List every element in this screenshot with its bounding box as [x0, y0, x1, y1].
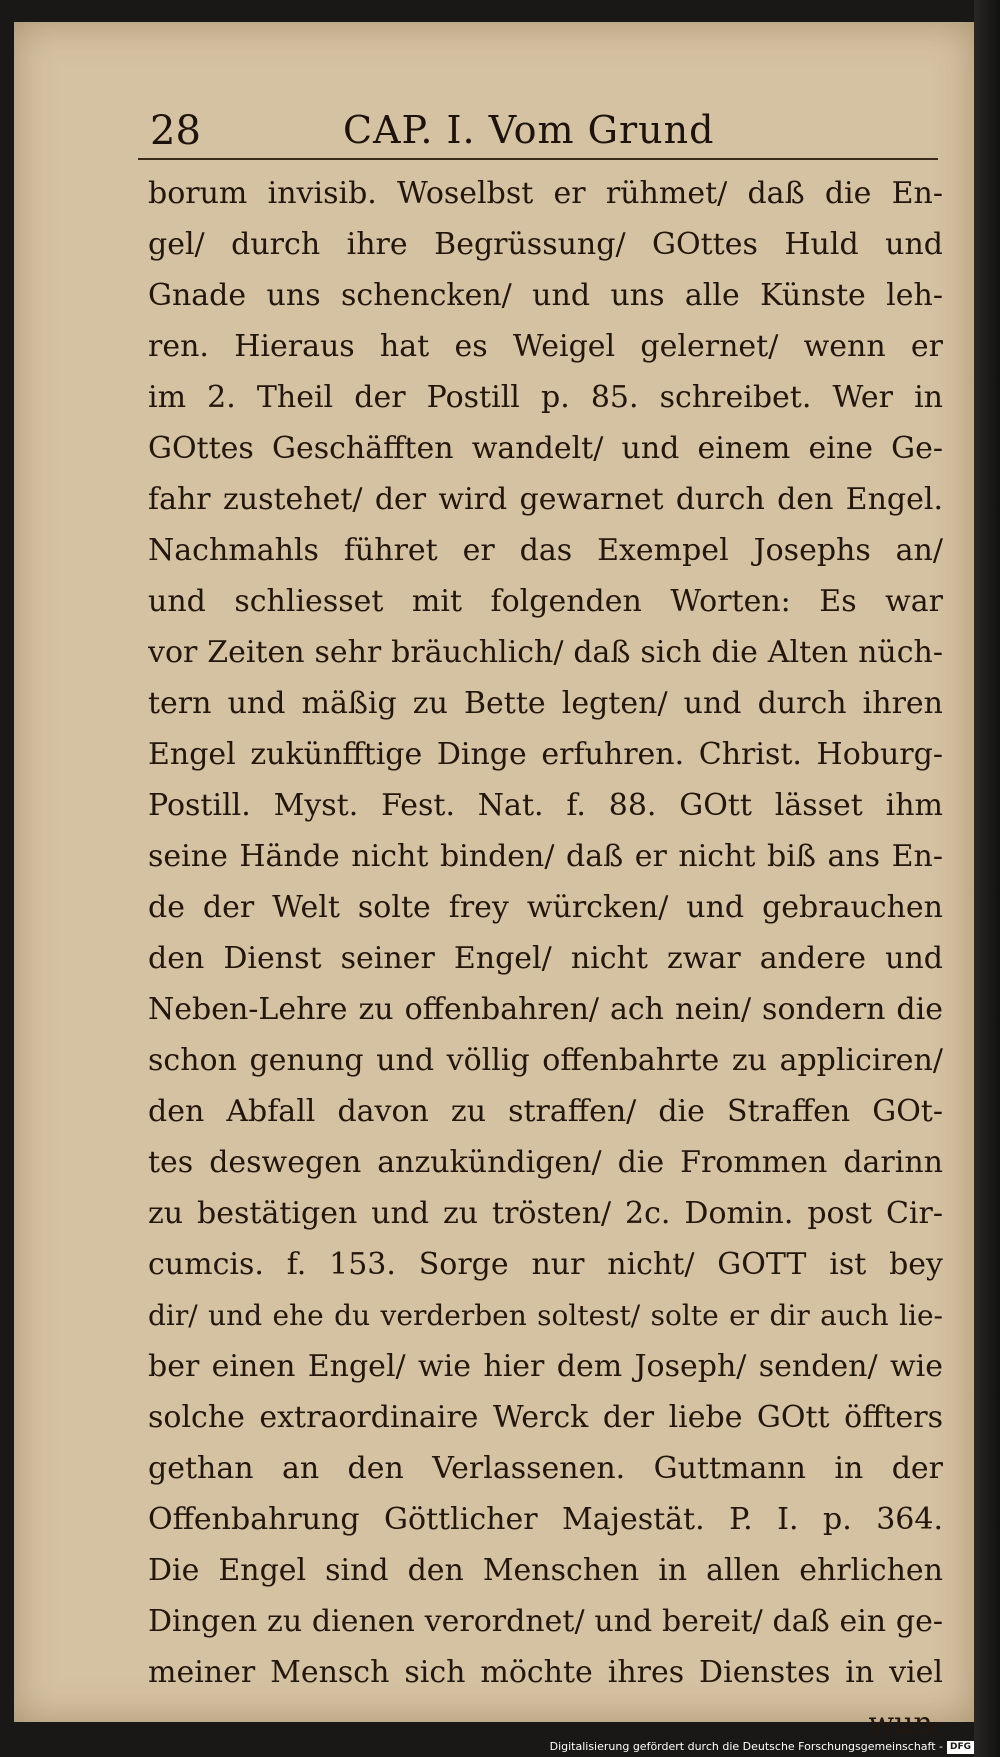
text-line: tern und mäßig zu Bette legten/ und durch ihren: [148, 686, 943, 721]
text-line: seine Hände nicht binden/ daß er nicht biß ans En-: [148, 839, 943, 874]
text-line: de der Welt solte frey würcken/ und gebrauchen: [148, 890, 943, 925]
digitization-credit: [0, 1736, 974, 1757]
text-line: und schliesset mit folgenden Worten: Es war: [148, 584, 943, 619]
text-line: vor Zeiten sehr bräuchlich/ daß sich die Alten nüch-: [148, 635, 943, 670]
text-line: den Dienst seiner Engel/ nicht zwar andere und: [148, 941, 943, 976]
text-line: meiner Mensch sich möchte ihres Dienstes in viel: [148, 1655, 943, 1690]
text-line: Neben-Lehre zu offenbahren/ ach nein/ sondern die: [148, 992, 943, 1027]
text-line: ren. Hieraus hat es Weigel gelernet/ wenn er: [148, 329, 943, 364]
text-line: zu bestätigen und zu trösten/ 2c. Domin. post Cir-: [148, 1196, 943, 1231]
running-head: [138, 100, 938, 158]
text-line: im 2. Theil der Postill p. 85. schreibet. Wer in: [148, 380, 943, 415]
text-line: ber einen Engel/ wie hier dem Joseph/ senden/ wie: [148, 1349, 943, 1384]
body-text: [148, 168, 943, 1749]
text-line: Gnade uns schencken/ und uns alle Künste leh-: [148, 278, 943, 313]
dfg-logo: DFG: [947, 1741, 974, 1754]
header-rule: [138, 158, 938, 160]
text-line: borum invisib. Woselbst er rühmet/ daß die En-: [148, 176, 943, 211]
text-line: Postill. Myst. Fest. Nat. f. 88. GOtt lässet ihm: [148, 788, 943, 823]
text-line: schon genung und völlig offenbahrte zu appliciren/: [148, 1043, 943, 1078]
text-line: GOttes Geschäfften wandelt/ und einem eine Ge-: [148, 431, 943, 466]
text-line: solche extraordinaire Werck der liebe GOtt öffters: [148, 1400, 943, 1435]
text-line: Offenbahrung Göttlicher Majestät. P. I. p. 364.: [148, 1502, 943, 1537]
running-title: CAP. I. Vom Grund: [343, 108, 715, 152]
text-line: den Abfall davon zu straffen/ die Straffen GOt-: [148, 1094, 943, 1129]
text-line: tes deswegen anzukündigen/ die Frommen darinn: [148, 1145, 943, 1180]
scan-edge: [974, 0, 1000, 1757]
credit-text: Digitalisierung gefördert durch die Deutsche Forschungsgemeinschaft -: [549, 1740, 943, 1753]
catchword: wun-: [868, 1706, 943, 1741]
page-number: 28: [150, 108, 201, 154]
text-line: Engel zukünfftige Dinge erfuhren. Christ. Hoburg-: [148, 737, 943, 772]
text-line: fahr zustehet/ der wird gewarnet durch den Engel.: [148, 482, 943, 517]
text-line: gethan an den Verlassenen. Guttmann in der: [148, 1451, 943, 1486]
text-line: dir/ und ehe du verderben soltest/ solte er dir auch lie-: [148, 1299, 943, 1332]
text-line: Nachmahls führet er das Exempel Josephs an/: [148, 533, 943, 568]
text-line: Die Engel sind den Menschen in allen ehrlichen: [148, 1553, 943, 1588]
text-line: gel/ durch ihre Begrüssung/ GOttes Huld und: [148, 227, 943, 262]
text-line: Dingen zu dienen verordnet/ und bereit/ daß ein ge-: [148, 1604, 943, 1639]
text-line: cumcis. f. 153. Sorge nur nicht/ GOTT ist bey: [148, 1247, 943, 1282]
